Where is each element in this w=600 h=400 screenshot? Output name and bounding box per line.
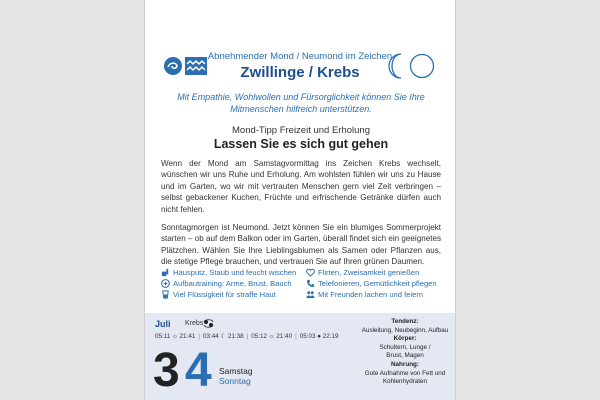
- phone-icon: [306, 279, 315, 288]
- tip-paragraph: Wenn der Mond am Samstagvormittag ins Zeichen Krebs wechselt, wünschen wir uns Ruhe und Erholung. Am wohlsten fühlen wir uns zu Hause und im Garten, wo wir mit vertrauten Menschen gern viel Zeit verbringen – selbst gebackener Kuchen, Früchte und erfrischende Getränke dürfen auch nicht fehlen.: [161, 159, 441, 214]
- moon-phase-text: Abnehmender Mond / Neumond im Zeichen: [207, 51, 393, 62]
- sunrise-sunset-sat: 05:11 ☼ 21:41: [155, 333, 196, 340]
- day-number-saturday: 3: [153, 344, 180, 397]
- zodiac-sign-label: Krebs: [185, 320, 204, 327]
- zodiac-icons: [163, 56, 207, 76]
- tip-title: Lassen Sie es sich gut gehen: [213, 137, 389, 151]
- water-glass-icon: [161, 290, 170, 299]
- new-moon-icon: [411, 55, 434, 78]
- sun-moon-times: 05:11 ☼ 21:41 | 03:44 ☾ 21:38 | 05:12 ☼ 21:40 | 05:03 ● 22:19: [155, 333, 342, 340]
- cleaning-icon: [161, 268, 170, 277]
- nahrung-value: Gute Aufnahme von Fett und: [364, 369, 446, 377]
- tip-paragraph: Sonntagmorgen ist Neumond. Jetzt können Sie ein blumiges Sommerprojekt starten – ob auf dem Balkon oder im Garten, überall findet sich ein geeignetes Plätzchen. Wählen Sie Ihre Lieblingsblumen als Samen oder Pflanzen aus, die stetige Pflege brauchen, und vertrauen Sie auf Ihren grünen Daumen.: [161, 223, 441, 267]
- gemini-icon: [163, 56, 183, 76]
- calendar-page: [144, 0, 456, 400]
- moon-phase-icons: [385, 52, 437, 85]
- list-item: Telefonieren, Gemütlichkeit pflegen: [306, 278, 451, 289]
- fitness-icon: [161, 279, 170, 288]
- calendar-block: [145, 313, 456, 400]
- moonrise-moonset-sat: 03:44 ☾ 21:38: [202, 333, 244, 340]
- list-item: Hausputz, Staub und feucht wischen: [161, 267, 306, 278]
- moon-header: [145, 50, 456, 86]
- waning-crescent-icon: [389, 54, 401, 78]
- tips-left-column: [161, 267, 306, 300]
- nahrung-value: Kohlenhydraten: [382, 378, 428, 386]
- moonrise-moonset-sun: 05:03 ● 22:19: [299, 333, 339, 340]
- list-item: Flirten, Zweisamkeit genießen: [306, 267, 451, 278]
- list-item: Aufbautraining: Arme, Brust, Bauch: [161, 278, 306, 289]
- month-label: Juli: [155, 319, 171, 329]
- friends-icon: [306, 290, 315, 299]
- koerper-value: Schultern, Lunge /: [379, 343, 431, 351]
- tip-subtitle: Mond-Tipp Freizeit und Erholung: [232, 125, 370, 136]
- day-name-sunday: Sonntag: [219, 376, 251, 386]
- nahrung-label: Nahrung:: [391, 360, 419, 368]
- list-item: Viel Flüssigkeit für straffe Haut: [161, 289, 306, 300]
- sunrise-sunset-sun: 05:12 ☼ 21:40: [251, 333, 293, 340]
- cancer-icon: [203, 319, 214, 328]
- day-number-sunday: 4: [185, 344, 212, 397]
- koerper-value: Brust, Magen: [386, 352, 424, 360]
- tendency-box: [355, 318, 455, 387]
- motto-quote: Mit Empathie, Wohlwollen und Fürsorglichkeit können Sie Ihre Mitmenschen hilfreich unterstützen.: [177, 92, 425, 114]
- zodiac-signs-title: Zwillinge / Krebs: [240, 64, 360, 81]
- list-item: Mit Freunden lachen und feiern: [306, 289, 451, 300]
- koerper-label: Körper:: [393, 335, 417, 343]
- tendenz-value: Ausleitung, Neubeginn, Aufbau: [361, 326, 449, 334]
- tip-body: [161, 158, 441, 275]
- tips-right-column: [306, 267, 451, 300]
- aquarius-wave-icon: [185, 56, 207, 76]
- tendenz-label: Tendenz:: [391, 318, 419, 325]
- hearts-icon: [306, 268, 315, 277]
- day-name-saturday: Samstag: [219, 366, 253, 376]
